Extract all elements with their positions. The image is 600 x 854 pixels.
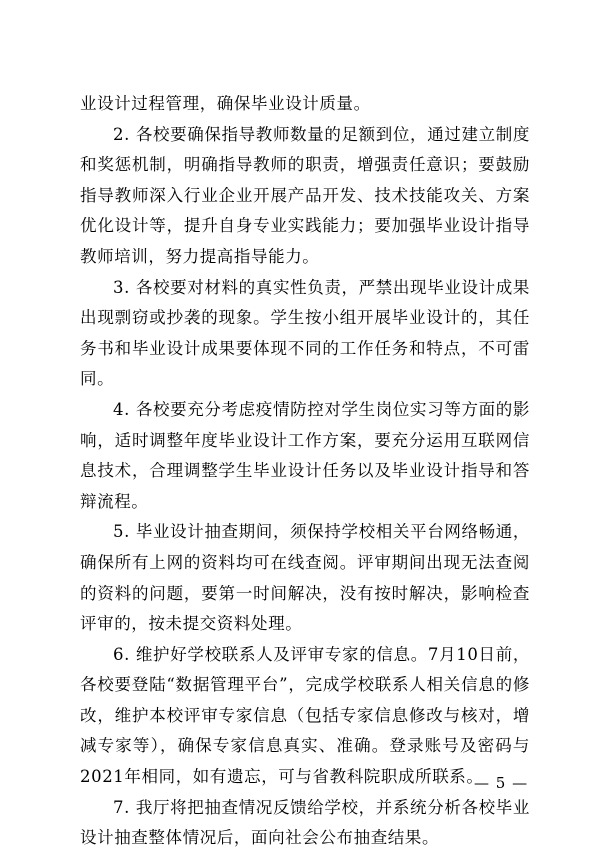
paragraph-item-7: 7. 我厅将把抽查情况反馈给学校，并系统分析各校毕业设计抽查整体情况后，面向社会公布抽查结果。 [80,797,530,848]
paragraph-item-2: 2. 各校要确保指导教师数量的足额到位，通过建立制度和奖惩机制，明确指导教师的职责，增强责任意识；要鼓励指导教师深入行业企业开展产品开发、技术技能攻关、方案优化设计等，提升自身专业实践能力；要加强毕业设计指导教师培训，努力提高指导能力。 [80,124,530,266]
page-number: — 5 — [474,774,529,792]
paragraph-item-3: 3. 各校要对材料的真实性负责，严禁出现毕业设计成果出现剽窃或抄袭的现象。学生按小组开展毕业设计的，其任务书和毕业设计成果要体现不同的工作任务和特点，不可雷同。 [80,277,530,389]
paragraph-item-6: 6. 维护好学校联系人及评审专家的信息。7月10日前，各校要登陆“数据管理平台”，完成学校联系人相关信息的修改，维护本校评审专家信息（包括专家信息修改与核对，增减专家等），确保专家信息真实、准确。登录账号及密码与2021年相同，如有遗忘，可与省教科院职成所联系。 [80,644,530,787]
document-body [80,89,530,854]
paragraph-item-5: 5. 毕业设计抽查期间，须保持学校相关平台网络畅通，确保所有上网的资料均可在线查阅。评审期间出现无法查阅的资料的问题，要第一时间解决，没有按时解决，影响检查评审的，按未提交资料处理。 [80,522,530,634]
paragraph-item-4: 4. 各校要充分考虑疫情防控对学生岗位实习等方面的影响，适时调整年度毕业设计工作方案，要充分运用互联网信息技术，合理调整学生毕业设计任务以及毕业设计指导和答辩流程。 [80,399,530,511]
paragraph-continuation: 业设计过程管理，确保毕业设计质量。 [80,94,371,113]
